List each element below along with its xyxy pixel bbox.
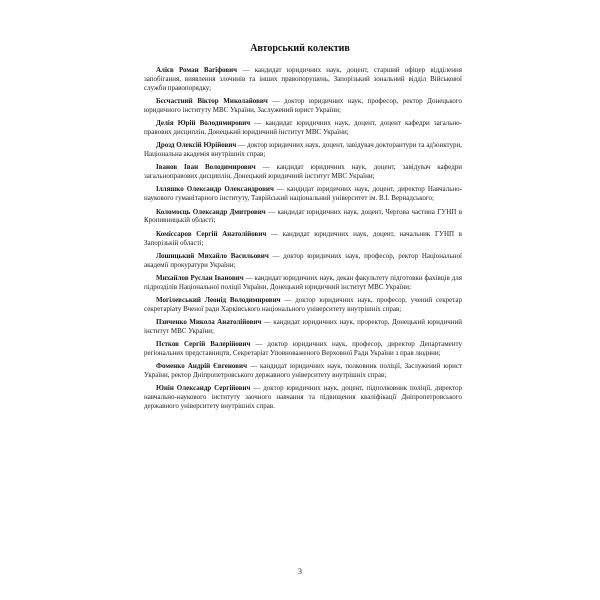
author-description: — доктор юридичних наук, професор, ректор Національної академії прокуратури України; [144, 251, 462, 269]
author-description: — доктор юридичних наук, доцент, підполковник поліції, директор навчально-наукового інституту заочного навчання та підвищення кваліфікації Дніпропетровського державного університету внутрішніх справ. [144, 384, 462, 411]
author-list [144, 66, 462, 415]
author-description: — кандидат юридичних наук, доцент, старший офіцер відділення запобігання, виявлення злочинів та інших правопорушень, Запорізький зональний відділ Військової служби правопорядку; [144, 66, 462, 92]
author-description: — кандидат юридичних наук, полковник поліції, Заслужений юрист України, ректор Дніпропетровського державного університету внутрішніх справ; [144, 362, 462, 380]
author-name: Могілевський Леонід Володимирович [156, 296, 281, 304]
author-entry [144, 296, 462, 314]
author-name: Коломоєць Олександр Дмитрович [156, 207, 266, 216]
author-entry [144, 384, 462, 411]
page-title: Авторський колектив [250, 43, 350, 54]
author-description: — доктор юридичних наук, доцент, завідувач докторантури та ад'юнктури, Національна академія внутрішніх справ; [144, 141, 462, 159]
author-entry [144, 340, 462, 358]
author-name: Іванов Іван Володимирович [156, 163, 256, 172]
author-description: — кандидат юридичних наук, доцент, завідувач кафедри загальноправових дисциплін, Донецький юридичний інститут МВС України; [144, 163, 462, 181]
author-description: — кандидат юридичних наук, доцент, Черговa частина ГУНП в Кропивницькій області; [144, 207, 462, 225]
author-description: — кандидат юридичних наук, доцент, начальник ГУНП в Запорізькій області; [144, 229, 462, 247]
author-name: Бєсчастний Віктор Миколайович [156, 97, 268, 106]
author-name: Делія Юрій Володимирович [156, 119, 251, 128]
author-name: Михайлов Руслан Іванович [156, 273, 244, 282]
author-description: — доктор юридичних наук, професор, учений секретар секретаріату Вченої ради Харківського національного університету внутрішніх справ; [144, 296, 462, 313]
author-name: Юнін Олександр Сергійович [156, 384, 251, 393]
author-name: Фоменко Андрій Євгенович [156, 362, 248, 371]
author-entry [144, 318, 462, 336]
author-entry [144, 274, 462, 292]
author-name: Пєтков Сергій Валерійович [156, 340, 251, 349]
author-description: — кандидат юридичних наук, доцент, доцент кафедри загально-правових дисциплін, Донецький юридичний інститут МВС України; [144, 119, 463, 137]
author-entry [144, 141, 462, 159]
author-description: — кандидат юридичних наук, проректор, Донецький юридичний інститут МВС України; [144, 318, 462, 336]
author-entry [144, 208, 462, 226]
author-name: Ілляшко Олександр Олександрович [156, 185, 274, 194]
author-entry [144, 252, 462, 270]
author-description: — доктор юридичних наук, професор, директор Департаменту регіональних представництв, Секретаріат Уповноваженого Верховної Ради України з прав людини; [144, 340, 462, 358]
author-entry [144, 66, 462, 93]
author-entry [144, 185, 462, 203]
author-description: — кандидат юридичних наук, декан факультету підготовки фахівців для підрозділів Національної поліції України, Донецький юридичний інститут МВС України; [144, 273, 462, 291]
author-entry [144, 230, 462, 248]
author-name: Пзиченко Микола Анатолійович [156, 318, 262, 327]
author-name: Дрозд Олексій Юрійович [156, 141, 237, 150]
author-name: Лошицький Михайло Васильович [156, 251, 269, 260]
author-description: — доктор юридичних наук, професор, ректор Донецького юридичного інституту МВС України, Заслужений юрист України; [144, 97, 462, 114]
author-entry [144, 97, 462, 115]
author-name: Алієв Роман Вагіфович [156, 66, 238, 74]
author-entry [144, 163, 462, 181]
author-name: Коміссаров Сергій Анатолійович [156, 229, 267, 238]
author-entry [144, 119, 462, 137]
author-description: — кандидат юридичних наук, доцент, директор Навчально-наукового гуманітарного інституту, Таврійський національний університет ім. В.І. Вернадського; [144, 185, 462, 203]
author-entry [144, 362, 462, 380]
page-number: 3 [298, 567, 302, 576]
